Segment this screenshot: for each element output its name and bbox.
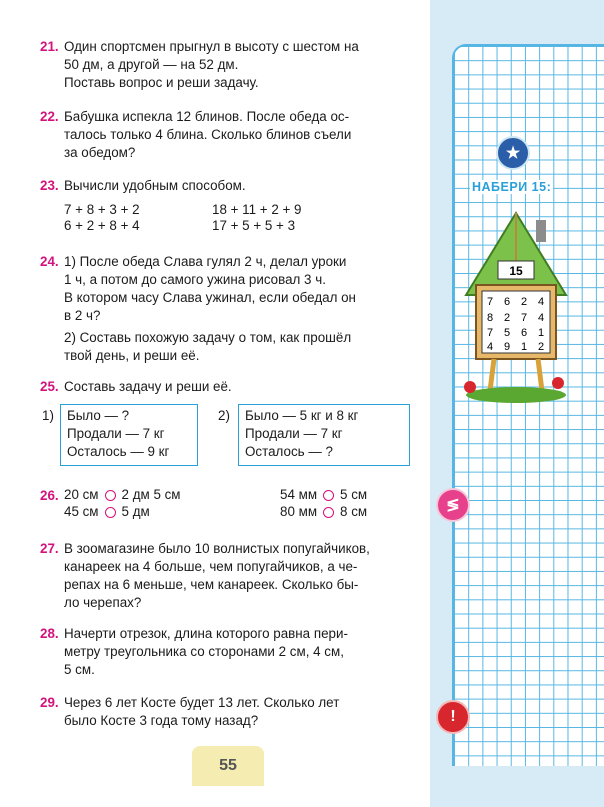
task-25 xyxy=(40,378,420,398)
task-number: 22. xyxy=(40,109,59,124)
task-line: 1 ч, а потом до самого ужина рисовал 3 ч. xyxy=(64,272,326,287)
task-line: ло черепах? xyxy=(64,595,142,610)
task-number: 29. xyxy=(40,695,59,710)
box-label: 1) xyxy=(42,408,54,423)
cell: 6 xyxy=(503,296,511,308)
task-number: 24. xyxy=(40,254,59,269)
task-line: за обедом? xyxy=(64,145,136,160)
cell: 1 xyxy=(520,341,528,353)
cell: 7 xyxy=(486,296,494,308)
task-28 xyxy=(40,625,420,681)
magic-square xyxy=(482,291,550,353)
cell: 6 xyxy=(520,327,528,339)
mushroom-cap xyxy=(552,377,564,389)
cell: 4 xyxy=(486,341,494,353)
cmp-right: 5 дм xyxy=(121,504,150,519)
cmp-left: 54 мм xyxy=(280,487,318,502)
comparison xyxy=(64,504,150,519)
stars-icon: ★ xyxy=(496,136,530,170)
task-23 xyxy=(40,177,420,197)
circle-icon xyxy=(323,490,334,501)
exclamation-icon: ! xyxy=(436,700,470,734)
circle-icon xyxy=(105,490,116,501)
task-number: 28. xyxy=(40,626,59,641)
task-line: В зоомагазине было 10 волнистых попугайчиков, xyxy=(64,541,370,556)
chicken-legs xyxy=(490,359,542,391)
task-line: 5 см. xyxy=(64,662,95,677)
cell: 2 xyxy=(520,296,528,308)
cell: 7 xyxy=(520,312,528,324)
box-line: Продали — 7 кг xyxy=(67,426,165,441)
task-line: Поставь вопрос и реши задачу. xyxy=(64,75,259,90)
task-line: 50 дм, а другой — на 52 дм. xyxy=(64,57,239,72)
task-number: 23. xyxy=(40,178,59,193)
cell: 2 xyxy=(503,312,511,324)
task-24 xyxy=(40,253,420,365)
cmp-right: 5 см xyxy=(340,487,368,502)
box-line: Было — ? xyxy=(67,408,130,423)
task-line: канареек на 4 больше, чем попугайчиков, а че- xyxy=(64,559,358,574)
task-line: Бабушка испекла 12 блинов. После обеда ос- xyxy=(64,109,350,124)
box-line: Было — 5 кг и 8 кг xyxy=(245,408,359,423)
task-line: Один спортсмен прыгнул в высоту с шестом на xyxy=(64,39,359,54)
task-line: 1) После обеда Слава гулял 2 ч, делал уроки xyxy=(64,254,347,269)
task-line: Через 6 лет Косте будет 13 лет. Сколько лет xyxy=(64,695,340,710)
box-label: 2) xyxy=(218,408,230,423)
task-number: 27. xyxy=(40,541,59,556)
cell: 5 xyxy=(503,327,511,339)
box-line: Осталось — 9 кг xyxy=(67,444,170,459)
cell: 1 xyxy=(537,327,545,339)
circle-icon xyxy=(105,507,116,518)
task-line: метру треугольника со сторонами 2 см, 4 см, xyxy=(64,644,344,659)
expression: 6 + 2 + 8 + 4 xyxy=(64,218,140,233)
grass xyxy=(466,387,566,403)
chimney xyxy=(536,220,546,242)
task-line: Начерти отрезок, длина которого равна пери- xyxy=(64,626,348,641)
task-22 xyxy=(40,108,420,164)
cmp-left: 20 см xyxy=(64,487,99,502)
circle-icon xyxy=(323,507,334,518)
cell: 9 xyxy=(503,341,511,353)
cmp-left: 45 см xyxy=(64,504,99,519)
cell: 4 xyxy=(537,312,545,324)
task-line: репах на 6 меньше, чем канареек. Сколько бы- xyxy=(64,577,359,592)
cell: 7 xyxy=(486,327,494,339)
task-line: 2) Составь похожую задачу о том, как прошёл xyxy=(64,330,352,345)
task-29 xyxy=(40,694,420,732)
condition-box-2 xyxy=(238,404,410,466)
condition-box-1 xyxy=(60,404,198,466)
house-number: 15 xyxy=(509,264,523,278)
expression: 7 + 8 + 3 + 2 xyxy=(64,202,140,217)
task-number: 26. xyxy=(40,488,59,503)
task-26 xyxy=(40,487,64,507)
cmp-right: 2 дм 5 см xyxy=(121,487,181,502)
compare-icon: ≶ xyxy=(436,488,470,522)
task-number: 25. xyxy=(40,379,59,394)
cell: 4 xyxy=(537,296,545,308)
expression: 18 + 11 + 2 + 9 xyxy=(212,202,302,217)
page-number: 55 xyxy=(192,746,264,786)
comparison xyxy=(64,487,181,502)
task-number: 21. xyxy=(40,39,59,54)
task-line: В котором часу Слава ужинал, если обедал он xyxy=(64,290,356,305)
house-illustration xyxy=(458,205,574,405)
task-line: было Косте 3 года тому назад? xyxy=(64,713,259,728)
box-line: Осталось — ? xyxy=(245,444,333,459)
task-21 xyxy=(40,38,420,94)
task-line: Вычисли удобным способом. xyxy=(64,178,246,193)
cell: 2 xyxy=(537,341,545,353)
cmp-right: 8 см xyxy=(340,504,368,519)
box-line: Продали — 7 кг xyxy=(245,426,343,441)
cmp-left: 80 мм xyxy=(280,504,318,519)
mushroom-cap xyxy=(464,381,476,393)
comparison xyxy=(280,487,367,502)
task-line: в 2 ч? xyxy=(64,308,101,323)
task-line: Составь задачу и реши её. xyxy=(64,379,232,394)
sidebar-label: НАБЕРИ 15: xyxy=(472,180,552,194)
task-line: твой день, и реши её. xyxy=(64,348,200,363)
comparison xyxy=(280,504,367,519)
task-27 xyxy=(40,540,420,614)
expression: 17 + 5 + 5 + 3 xyxy=(212,218,296,233)
task-line: талось только 4 блина. Сколько блинов съели xyxy=(64,127,352,142)
cell: 8 xyxy=(486,312,494,324)
